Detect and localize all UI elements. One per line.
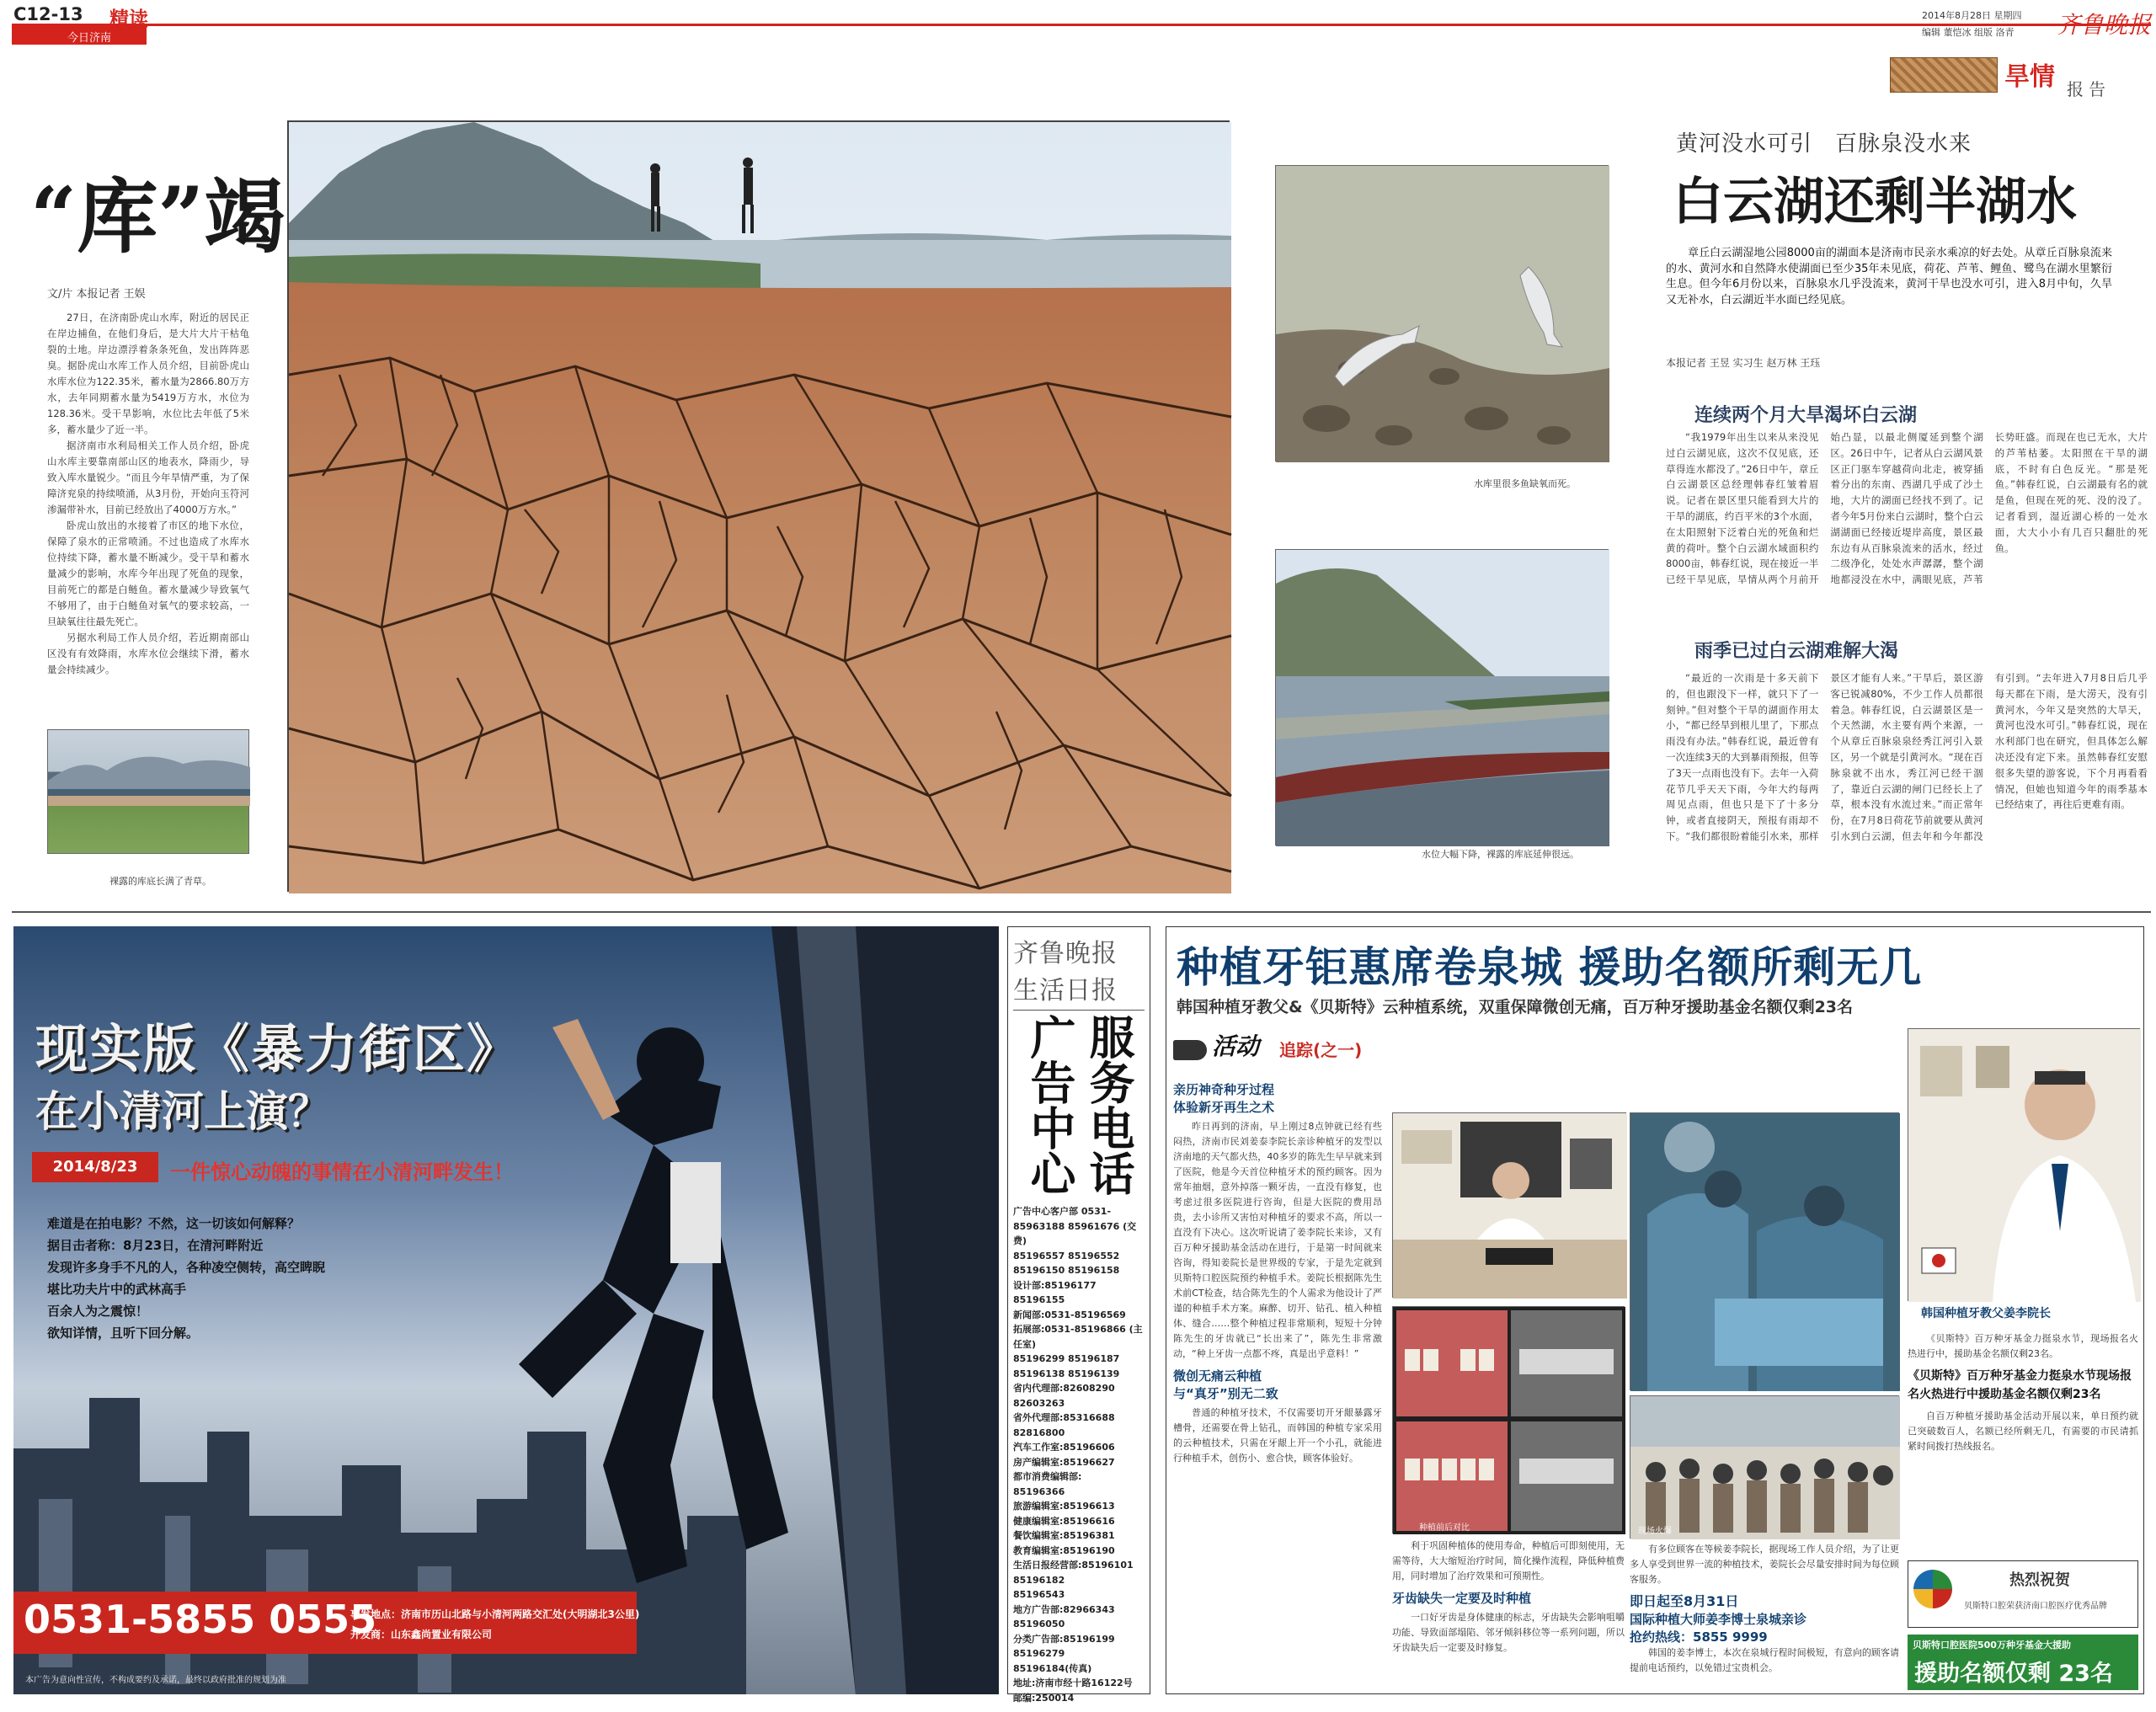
ad-line: 欲知详情，且听下回分解。: [47, 1325, 200, 1341]
col1-text: 昨日再到的济南，早上刚过8点钟就已经有些闷热，济南市民刘姜泰李院长亲诊种植牙的发型以济南地的天气都火热，40多岁的陈先生早早就来到了医院，他是今天首位种植牙术的预约顾客。因为常年抽烟，意外掉落一颗牙齿，一直没有修复，也考虑过很多医院进行咨询，但是大医院的费用昂贵，去小诊所又害怕对种植牙的要求不高，所以一直没有下决心。这次听说请了姜李院长来诊，又有百万种牙援助基金活动在进行，于是第一时间就来咨询，得知姜院长是世界级的专家，于是先定就到贝斯特口腔医院预约种植手术。姜院长根据陈先生术前CT检查，结合陈先生的个人需求为他设计了严谨的种植手术方案。麻醉、切开、钻孔、植入种植体、缝合……整个种植过程非常顺利，短短十分钟陈先生的牙齿就已“长出来了”，陈先生非常激动，“种上牙齿一点都不疼，真是出乎意料！”: [1173, 1121, 1382, 1359]
service-line: 汽车工作室:85196606: [1013, 1442, 1115, 1453]
bottom-banner: [1908, 1635, 2138, 1690]
megaphone-icon: [1173, 1040, 1207, 1060]
col3-text-2: 韩国的姜李博士，本次在泉城行程时间极短，有意向的顾客请提前电话预约，以免错过宝贵机会。: [1630, 1647, 1899, 1673]
service-line: 85196138 85196139: [1013, 1368, 1120, 1379]
ad-tag-line: 一件惊心动魄的事情在小清河畔发生！: [170, 1160, 514, 1184]
stamp-title: 旱情: [2004, 62, 2055, 92]
congrats-text: 贝斯特口腔荣获济南口腔医疗优秀品牌: [1964, 1602, 2107, 1611]
caption-grass: 裸露的库底长满了青草。: [109, 876, 211, 887]
caption-lake-bed: 水位大幅下降，裸露的库底延伸很远。: [1422, 849, 1579, 860]
service-line: 都市消费编辑部:: [1013, 1471, 1082, 1482]
service-big-left: 广告中心: [1023, 1014, 1076, 1196]
ad-line: 据目击者称：8月23日，在清河畔附近: [47, 1238, 264, 1253]
left-para-4: 另据水利局工作人员介绍，若近期南部山区没有有效降雨，水库水位会继续下滑，蓄水量会持续减少。: [47, 632, 249, 675]
service-phone-list: [1013, 1204, 1145, 1705]
service-big: [1013, 1014, 1145, 1196]
col3-text: 有多位顾客在等候姜李院长，据现场工作人员介绍，为了让更多人享受到世界一流的种植技术，姜院长会尽量安排时间为每位顾客服务。: [1630, 1544, 1899, 1585]
ad-line: 百余人为之震惊！: [47, 1304, 149, 1319]
left-para-2: 据济南市水利局相关工作人员介绍，卧虎山水库主要靠南部山区的地表水，降雨少，导致入库水量锐少。“而且今年旱情严重，为了保障济兖泉的持续喷涌，从3月份，开始向玉符河渗漏带补水，目前已经放出了4000万方水。”: [47, 440, 249, 515]
photo-surgery: [1630, 1112, 1899, 1390]
service-title-b: 生活日报: [1013, 969, 1145, 1011]
ad-dental: [1166, 926, 2144, 1694]
stamp-image: [1890, 57, 1998, 93]
left-byline: 文/片 本报记者 王娱: [47, 288, 146, 301]
ad-line: 堪比功夫片中的武林高手: [47, 1282, 187, 1297]
service-line: 省内代理部:82608290 82603263: [1013, 1383, 1115, 1409]
ad-phone: 0531-5855 0555: [24, 1597, 377, 1642]
ad-title-1: 现实版《暴力街区》: [35, 1018, 521, 1080]
dead-fish-svg: [1276, 166, 1609, 462]
ad-line: 难道是在拍电影？不然，这一切该如何解释？: [47, 1216, 301, 1231]
stamp-sub: 报告: [2067, 79, 2111, 99]
service-big-right: 服务电话: [1082, 1014, 1135, 1196]
photo-grass: [47, 729, 249, 854]
ad-service-box: [1007, 926, 1150, 1704]
service-line: 房产编辑室:85196627: [1013, 1456, 1115, 1468]
drought-stamp: [1890, 52, 2143, 99]
service-line: 85196184(传真): [1013, 1662, 1092, 1674]
right-sub1: 连续两个月大旱渴坏白云湖: [1694, 405, 1918, 426]
col4-text: 《贝斯特》百万种牙基金力挺泉水节，现场报名火热进行中，援助基金名额仅剩23名。: [1908, 1333, 2138, 1359]
caption-doctor-portrait: 韩国种植牙教父姜李院长: [1921, 1307, 2051, 1320]
sec3-title: 牙齿缺失一定要及时种植: [1392, 1591, 1532, 1606]
activity-label: 活动: [1212, 1032, 1260, 1060]
col4-text-2: 自百万种植牙援助基金活动开展以来，单日预约就已突破数百人，名额已经所剩无几，有需要的市民请抓紧时间拨打热线报名。: [1908, 1411, 2138, 1452]
header-rule: [12, 24, 2151, 26]
dental-doctor-line: 国际种植大师姜李博士泉城亲诊: [1630, 1612, 1807, 1627]
photo-doctor-desk: [1392, 1112, 1626, 1298]
track-label: 追踪(之一): [1279, 1040, 1363, 1060]
teeth-svg: [1393, 1307, 1625, 1534]
service-line: 设计部:85196177: [1013, 1279, 1097, 1291]
section-divider: [12, 911, 2151, 913]
caption-crowd: 现场火爆: [1638, 1527, 1672, 1536]
sec2-title-b: 与“真牙”别无二致: [1173, 1386, 1278, 1401]
lake-bed-svg: [1276, 550, 1609, 846]
sec1-title-b: 体验新牙再生之术: [1173, 1100, 1275, 1115]
caption-teeth: 种植前后对比: [1419, 1523, 1470, 1533]
photo-doctor-portrait: [1908, 1028, 2140, 1301]
photo-grass-svg: [48, 730, 250, 855]
right-sub2-body: [1666, 670, 2148, 916]
left-para-1: 27日，在济南卧虎山水库，附近的居民正在岸边捕鱼，在他们身后，是大片大片干枯龟裂的土地。岸边漂浮着条条死鱼，发出阵阵恶臭。据卧虎山水库工作人员介绍，目前卧虎山水库水位为122.35米，蓄水量为2866.80万方水，去年同期蓄水量为5419万方水，水位为128.36米。受干旱影响，水位比去年低了5米多，蓄水量少了近一半。: [47, 312, 249, 435]
dental-date: 即日起至8月31日: [1630, 1593, 1739, 1609]
col4-bold: 《贝斯特》百万种牙基金力挺泉水节现场报名火热进行中援助基金名额仅剩23名: [1908, 1369, 2132, 1401]
section-name: 精读: [109, 8, 148, 30]
right-kicker: 黄河没水可引 百脉泉没水来: [1676, 131, 1972, 157]
activity-badge: [1173, 1025, 1384, 1072]
right-sub1-text: “我1979年出生以来从来没见过白云湖见底，这次不仅见底，还草得连水都没了。”26日中午，章丘白云湖景区总经理韩春红皱着眉说。记者在景区里只能看到大片的干旱的湖底，约百平米的3个水面，在太阳照射下泛着白光的死鱼和烂黄的荷叶。整个白云湖水域面积约8000亩，韩春红说，现在接近一半已经干旱见底，旱情从两个月前开始凸显，以最北侧厦延到整个湖区。26日中午，记者从白云湖风景区正门驱车穿越荷向北走，被穿插着分出的东南、西湖几乎成了沙土地，大片的湖面已经找不到了。记者今年5月份来白云湖时，整个白云湖湖面已经接近堤岸高度，景区最东边有从百脉泉流来的活水，经过二级净化，处处水声潺潺，整个湖地都浸没在水中，满眼见底，芦苇长势旺盛。而现在也已无水，大片的芦苇枯萎。太阳照在干旱的湖底，不时有白色反光。“那是死鱼。”韩春红说，白云湖最有名的就是鱼，但现在死的死、没的没了。记者看到，湿近湖心桥的一处水面，大大小小有几百只翻肚的死鱼。: [1666, 431, 2148, 586]
ad-line: 发现许多身手不凡的人，各种凌空侧转，高空睥睨: [47, 1260, 326, 1275]
col2-text: 利于巩固种植体的使用寿命，种植后可即刻使用，无需等待，大大缩短治疗时间，简化操作流程，降低种植费用，同时增加了治疗效果和可预期性。: [1392, 1540, 1625, 1581]
ad-footer: 本广告为意向性宣传，不构成要约及承诺，最终以政府批准的规划为准: [25, 1676, 286, 1685]
service-line: 85196155: [1013, 1294, 1065, 1305]
service-line: 餐饮编辑室:85196381: [1013, 1530, 1115, 1541]
dental-headline: 种植牙钜惠席卷泉城 援助名额所剩无几: [1177, 943, 1923, 992]
photo-lake-bed: [1275, 549, 1609, 845]
dental-col1: [1173, 1080, 1382, 1690]
ad-title-2: 在小清河上演？: [35, 1087, 330, 1136]
right-headline: 白云湖还剩半湖水: [1673, 173, 2077, 232]
flower-icon: [1913, 1570, 1952, 1608]
service-line: 省外代理部:85316688: [1013, 1412, 1115, 1423]
brand-logo: 齐鲁晚报: [2057, 11, 2152, 39]
service-line: 邮编:250014: [1013, 1692, 1075, 1704]
doctor-desk-svg: [1393, 1113, 1627, 1299]
service-line: 85196279: [1013, 1648, 1065, 1659]
right-sub2: 雨季已过白云湖难解大渴: [1694, 641, 1899, 662]
bottom-banner-small: 贝斯特口腔医院500万种牙基金大援助: [1913, 1640, 2071, 1651]
right-sub1-body: [1666, 429, 2148, 618]
service-line: 85196366: [1013, 1485, 1065, 1497]
dental-col3: [1630, 1542, 1899, 1692]
right-sub2-text: “最近的一次雨是十多天前下的，但也跟没下一样，就只下了一刻钟。”但对整个干旱的湖面作用太小，“都已经旱到根儿里了，下那点雨没有办法。”韩春红说，最近曾有一次连续3天的大到暴雨预报，但等了3天一点雨也没有下。去年一入荷花节几乎天天下雨，今年大约每两周见点雨，但也只是下了十多分钟，或者直接阴天，预报有雨却不下。“我们都很盼着能引水来，那样景区才能有人来。”干旱后，景区游客已锐减80%，不少工作人员都很着急。韩春红说，白云湖景区是一个天然湖，水主要有两个来源，一个从章丘百脉泉泉经秀江河引入景区，另一个就是引黄河水。“现在百脉泉就不出水，秀江河已经干涸了，靠近白云湖的闸门已经长上了草，根本没有水流过来。”而正常年份，在7月8日荷花节前就要从黄河引水到白云湖，但去年和今年都没有引到。“去年进入7月8日后几乎每天都在下雨，是大涝天，没有引黄河水，今年又是突然的大旱天，黄河也没水可引。”韩春红说，现在水利部门也在研究，但具体怎么解决还没有定下来。虽然韩春红安慰很多失望的游客说，下个月再看看情况，但她也知道今年的雨季基本已经结束了，再往后更难有雨。: [1666, 672, 2148, 842]
ad-violent-street: [13, 926, 999, 1694]
left-para-3: 卧虎山放出的水接着了市区的地下水位，保障了泉水的正常喷涌。不过也造成了水库水位持续下降，蓄水量不断减少。受干旱和蓄水量减少的影响，水库今年出现了死鱼的现象，目前死亡的都是白鲢鱼。蓄水量减少导致氧气不够用了，由于白鲢鱼对氧气的要求较高，一旦缺氧往往最先死亡。: [47, 520, 249, 627]
ad-developer: 开发商：山东鑫尚置业有限公司: [350, 1629, 493, 1640]
caption-dead-fish: 水库里很多鱼缺氧而死。: [1474, 478, 1576, 489]
sec1-title: 亲历神奇种牙过程: [1173, 1082, 1275, 1097]
bottom-banner-big: 援助名额仅剩 23名: [1914, 1661, 2113, 1687]
photo-teeth: [1392, 1306, 1625, 1533]
service-line: 85196557 85196552: [1013, 1250, 1120, 1261]
date-line: 2014年8月28日 星期四: [1922, 10, 2022, 21]
col2-text-2: 一口好牙齿是身体健康的标志，牙齿缺失会影响咀嚼功能、导致面部塌陷、邻牙倾斜移位等一系列问题，所以牙齿缺失后一定要及时修复。: [1392, 1612, 1625, 1653]
dental-col2: [1392, 1539, 1625, 1692]
left-headline: “库”竭: [30, 169, 286, 264]
doctor-portrait-svg: [1908, 1029, 2141, 1302]
service-title-a: 齐鲁晚报: [1013, 939, 1118, 968]
sec2-title: 微创无痛云种植: [1173, 1368, 1262, 1384]
service-line: 82816800: [1013, 1427, 1065, 1438]
service-line: 旅游编辑室:85196613: [1013, 1501, 1115, 1512]
service-line: 新闻部:0531-85196569: [1013, 1309, 1126, 1320]
service-line: 85196150 85196158: [1013, 1265, 1120, 1276]
service-line: 地方广告部:82966343: [1013, 1603, 1115, 1615]
ad-date-tag: 2014/8/23: [32, 1152, 158, 1182]
left-body: [47, 310, 249, 706]
subsection-name: 今日济南: [67, 32, 112, 45]
right-byline: 本报记者 王昱 实习生 赵万林 王珏: [1666, 357, 1821, 369]
service-line: 生活日报经营部:85196101 85196182: [1013, 1560, 1134, 1586]
crowd-svg: [1630, 1396, 1900, 1539]
right-lead: 章丘白云湖湿地公园8000亩的湖面本是济南市民亲水乘凉的好去处。从章丘百脉泉流来的水、黄河水和自然降水使湖面已至少35年未见底，荷花、芦苇、鲤鱼、鹭鸟在湖水里繁衍生息。但今年6月份以来，百脉泉水几乎没流来，黄河干旱也没水可引，进入8月中旬，久旱又无补水，白云湖近半水面已经见底。: [1666, 247, 2112, 307]
dental-subhead: 韩国种植牙教父&《贝斯特》云种植系统，双重保障微创无痛，百万种牙援助基金名额仅剩23名: [1177, 998, 1854, 1016]
editors-line: 编辑 董恺冰 组版 洛青: [1922, 27, 2015, 38]
service-line: 85196543: [1013, 1589, 1065, 1600]
service-line: 健康编辑室:85196616: [1013, 1515, 1115, 1527]
service-line: 地址:济南市经十路16122号: [1013, 1677, 1133, 1688]
service-line: 教育编辑室:85196190: [1013, 1544, 1115, 1556]
dental-hotline: 抢约热线：5855 9999: [1630, 1629, 1768, 1645]
photo-cracked-earth: [287, 120, 1230, 892]
service-line: 85196299 85196187: [1013, 1353, 1120, 1364]
ad-address: 事发地点：济南市历山北路与小清河两路交汇处(大明湖北3公里): [350, 1608, 640, 1620]
photo-dead-fish: [1275, 165, 1609, 461]
congrats-box: [1908, 1560, 2138, 1628]
service-line: 85196050: [1013, 1619, 1065, 1629]
ad-story-lines: [47, 1213, 435, 1344]
service-line: 拓展部:0531-85196866 (主任室): [1013, 1324, 1143, 1350]
cracked-earth-svg: [289, 122, 1231, 893]
service-line: 广告中心客户部 0531-85963188 85961676 (交费): [1013, 1206, 1137, 1246]
page-number: C12-13: [13, 4, 83, 24]
service-line: 分类广告部:85196199: [1013, 1633, 1115, 1645]
photo-crowd: [1630, 1395, 1899, 1539]
col1-text-2: 普通的种植牙技术，不仅需要切开牙龈暴露牙槽骨，还需要在骨上钻孔，而韩国的种植专家采用的云种植技术，只需在牙龈上开一个小孔，就能进行种植手术，创伤小、愈合快，顾客体验好。: [1173, 1407, 1382, 1464]
congrats-title: 热烈祝贺: [2009, 1571, 2070, 1589]
surgery-svg: [1630, 1113, 1900, 1391]
header: [0, 0, 2156, 76]
